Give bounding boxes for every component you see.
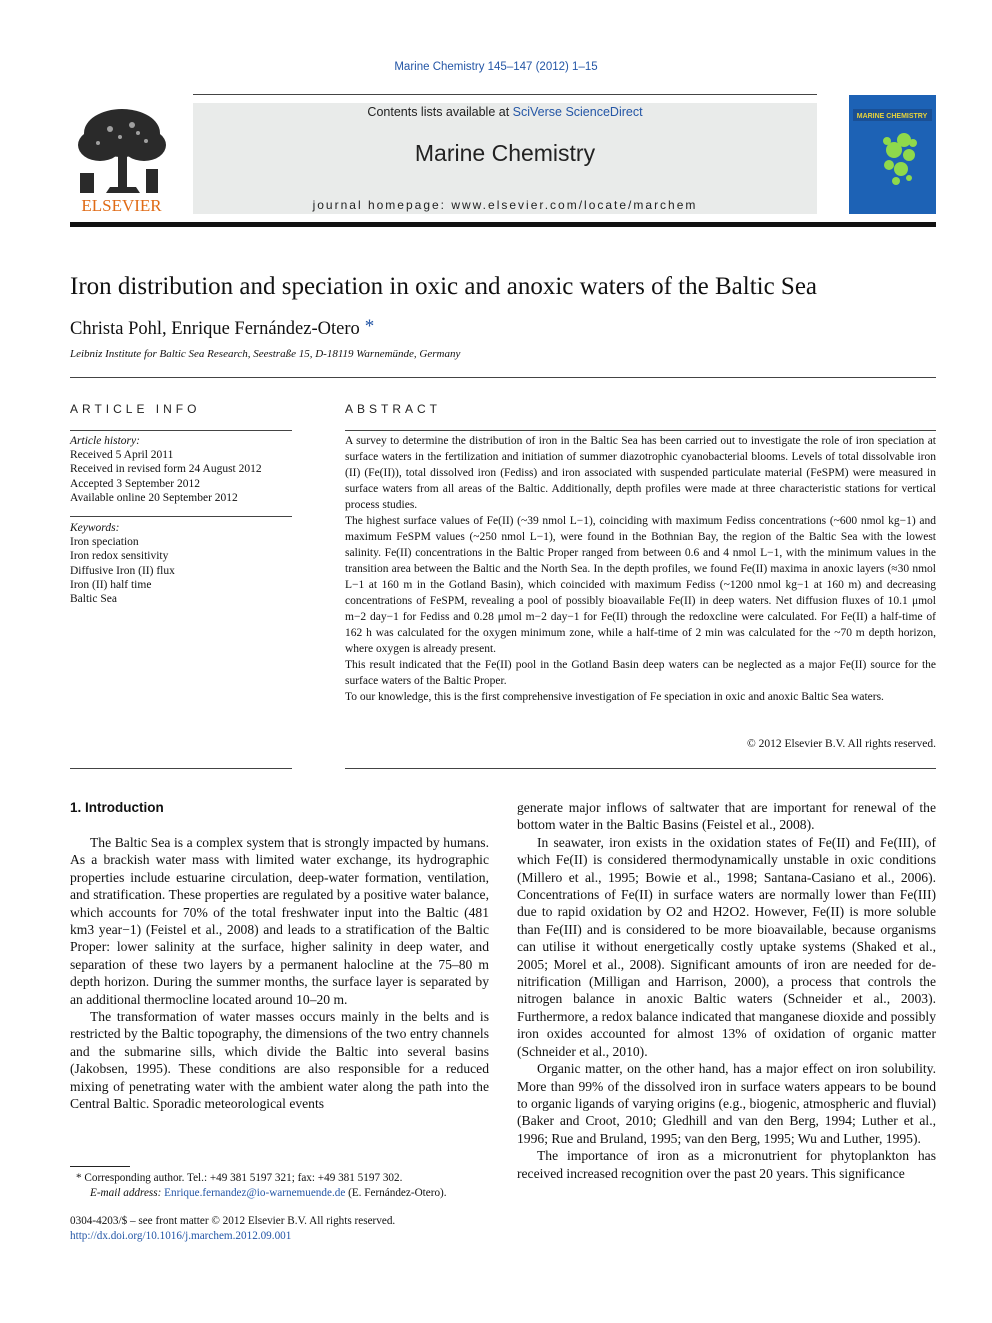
article-info-heading: ARTICLE INFO <box>70 402 201 416</box>
elsevier-logo <box>70 103 173 216</box>
email-label: E-mail address: <box>90 1187 165 1199</box>
email-suffix: (E. Fernández-Otero). <box>345 1187 447 1199</box>
history-label: Article history: <box>70 435 140 447</box>
abstract-rule <box>345 430 936 431</box>
article-info-rule <box>70 430 292 431</box>
keyword: Iron redox sensitivity <box>70 550 169 563</box>
author-affiliation: Leibniz Institute for Baltic Sea Research, Seestraße 15, D-18119 Warnemünde, Germany <box>70 348 461 360</box>
article-title: Iron distribution and speciation in oxic and anoxic waters of the Baltic Sea <box>70 273 818 300</box>
history-revised: Received in revised form 24 August 2012 <box>70 463 262 476</box>
article-authors <box>70 316 374 340</box>
abstract-paragraph: To our knowledge, this is the first comprehensive investigation of Fe speciation in oxic and anoxic Baltic Sea waters. <box>345 691 884 703</box>
abstract-text <box>345 433 936 705</box>
history-received: Received 5 April 2011 <box>70 449 174 462</box>
body-paragraph: generate major inflows of saltwater that are important for renewal of the bottom water in the Baltic Basins (Feistel et al., 2008). <box>517 800 936 833</box>
body-paragraph: The Baltic Sea is a complex system that is strongly impacted by humans. As a brackish water mass with limited water exchange, its hydrographic properties include estuarine circulation, deep-water formation, ventilation, and stratification. These properties are regulated by a positive water balance, which accounts for 70% of the total freshwater input into the Baltic (481 km3 year−1) (Feistel et al., 2008) and leads to a stratification of the Baltic Proper: lower salinity at the surface, higher salinity in deep water, and separation of these two layers by a permanent halocline at the 75–80 m depth horizon. During the summer months, the surface layer is separated by an additional thermocline located around 10–20 m. <box>70 835 489 1007</box>
author-names: Christa Pohl, Enrique Fernández-Otero <box>70 319 360 339</box>
keywords-label: Keywords: <box>70 522 120 534</box>
keywords-rule <box>70 516 292 517</box>
title-divider <box>70 377 936 378</box>
body-paragraph: In seawater, iron exists in the oxidation states of Fe(II) and Fe(III), of which Fe(II) is considered thermodynamically unstable in oxic conditions (Millero et al., 1995; Bowie et al., 1998; Santana-Casiano et al., 2006). Concentrations of Fe(II) in surface waters are normally lower than Fe(III) due to rapid oxidation by O2 and H2O2. However, Fe(II) is more soluble than Fe(III) and is considered to be more bioavailable, because organisms can utilise it without energetically costly uptake systems (Shaked et al., 2005; Morel et al., 2008). Significant amounts of iron are needed for de-nitrification (Milligan and Harrison, 2000), a process that controls the nitrogen balance in anoxic Baltic waters (Schneider et al., 2003). Furthermore, a redox balance indicated that manganese dioxide and possibly iron oxides accounted for almost 13% of oxidation of organic matter (Schneider et al., 2010). <box>517 834 936 1059</box>
footnote-email <box>90 1186 510 1201</box>
keyword: Diffusive Iron (II) flux <box>70 564 175 577</box>
body-column-left <box>70 834 489 1113</box>
keyword: Baltic Sea <box>70 593 117 606</box>
abstract-paragraph: A survey to determine the distribution of iron in the Baltic Sea has been carried out to investigate the role of iron speciation at surface waters in the fertilization and initiation of summer diazotrophic cyanobacterial blooms. Levels of total dissolvable iron (II) (Fe(II)), total dissolved iron (Fediss) and iron associated with suspended particulate material (FeSPM) were measured in surface waters from all areas of the Baltic. Additionally, depth profiles were made at three characteristic stations for vertical process studies. <box>345 435 936 511</box>
sciencedirect-link[interactable]: SciVerse ScienceDirect <box>512 105 643 119</box>
abstract-heading: ABSTRACT <box>345 402 442 416</box>
keywords-list <box>70 521 292 606</box>
journal-cover-image <box>849 95 936 214</box>
footnote-corresponding: * Corresponding author. Tel.: +49 381 5197 321; fax: +49 381 5197 302. <box>76 1172 403 1184</box>
history-accepted: Accepted 3 September 2012 <box>70 477 200 490</box>
history-online: Available online 20 September 2012 <box>70 491 238 504</box>
body-paragraph: The transformation of water masses occurs mainly in the belts and is restricted by the Baltic topography, the dimensions of the two entry channels and the submarine sills, which divide the Baltic into several basins (Jakobsen, 1995). These conditions are also responsible for a reduced mixing of penetrating water with the ambient water along the path into the Central Baltic. Sporadic meteorological events <box>70 1009 489 1112</box>
author-email-link[interactable]: Enrique.fernandez@io-warnemuende.de <box>164 1187 346 1199</box>
contents-line <box>193 105 817 119</box>
svg-text:MARINE CHEMISTRY: MARINE CHEMISTRY <box>856 113 928 120</box>
keyword: Iron speciation <box>70 536 139 549</box>
issn-line: 0304-4203/$ – see front matter © 2012 Elsevier B.V. All rights reserved. <box>70 1215 396 1227</box>
abstract-paragraph: The highest surface values of Fe(II) (~39 nmol L−1), coinciding with maximum Fediss concentrations (~600 nmol kg−1) and maximum FeSPM values (~250 nmol L−1), were found in the Bothnian Bay, the region of the Baltic Sea with the lowest salinity. Fe(II) concentrations in the Baltic Proper ranged from between 0.6 and 4 nmol L−1, with the minimum values in the transition area between the Baltic and the North Sea. In the depth profiles, we found Fe(II) maxima in anoxic layers (≈30 nmol L−1 at 160 m in the Gotland Basin), which coincided with maximum Fediss (~1200 nmol kg−1 at 160 m) and decreasing concentrations of FeSPM, revealing a pool of possibly bioavailable Fe(II) in deep waters. Net diffusion fluxes of 10.1 μmol m−2 day−1 for Fediss and 0.28 μmol m−2 day−1 for Fe(II) through the redoxcline were calculated. For Fe(II) a half-time of 162 h was calculated for the oxygen minimum zone, while a half-time of 2 min was calculated for the ~70 m depth horizon, where oxygen is already present. <box>345 515 936 655</box>
body-column-right <box>517 799 936 1182</box>
body-paragraph: Organic matter, on the other hand, has a major effect on iron solubility. More than 99% of the dissolved iron in surface waters appears to be bound to organic ligands of varying origins (e.g., biogenic, atmospheric and fluvial) (Baker and Croot, 2010; Gledhill and van den Berg, 1994; Luther et al., 1996; Rue and Bruland, 1995; van den Berg, 1995; Wu and Luther, 1995). <box>517 1061 936 1146</box>
corresponding-author-link[interactable]: * <box>364 316 375 337</box>
keyword: Iron (II) half time <box>70 578 152 591</box>
body-paragraph: The importance of iron as a micronutrient for phytoplankton has received increased recognition over the past 20 years. This significance <box>517 1148 936 1181</box>
abstract-copyright: © 2012 Elsevier B.V. All rights reserved. <box>747 738 936 750</box>
header-thick-rule <box>70 222 936 227</box>
homepage-prefix: journal homepage: <box>312 198 452 212</box>
journal-homepage <box>193 198 817 212</box>
article-history <box>70 434 292 505</box>
journal-citation[interactable]: Marine Chemistry 145–147 (2012) 1–15 <box>394 61 598 73</box>
svg-text:ELSEVIER: ELSEVIER <box>81 196 162 215</box>
homepage-url[interactable]: www.elsevier.com/locate/marchem <box>451 198 698 212</box>
article-info-bottom-rule <box>70 768 292 769</box>
contents-prefix: Contents lists available at <box>367 105 513 119</box>
doi-link[interactable]: http://dx.doi.org/10.1016/j.marchem.2012.09.001 <box>70 1230 292 1242</box>
journal-name: Marine Chemistry <box>414 140 596 166</box>
section-heading-introduction: 1. Introduction <box>70 800 164 815</box>
abstract-paragraph: This result indicated that the Fe(II) pool in the Gotland Basin deep waters can be neglected as a major Fe(II) source for the surface waters of the Baltic Proper. <box>345 659 936 687</box>
abstract-bottom-rule <box>345 768 936 769</box>
header-divider <box>193 94 817 95</box>
footnote-rule <box>70 1166 130 1167</box>
